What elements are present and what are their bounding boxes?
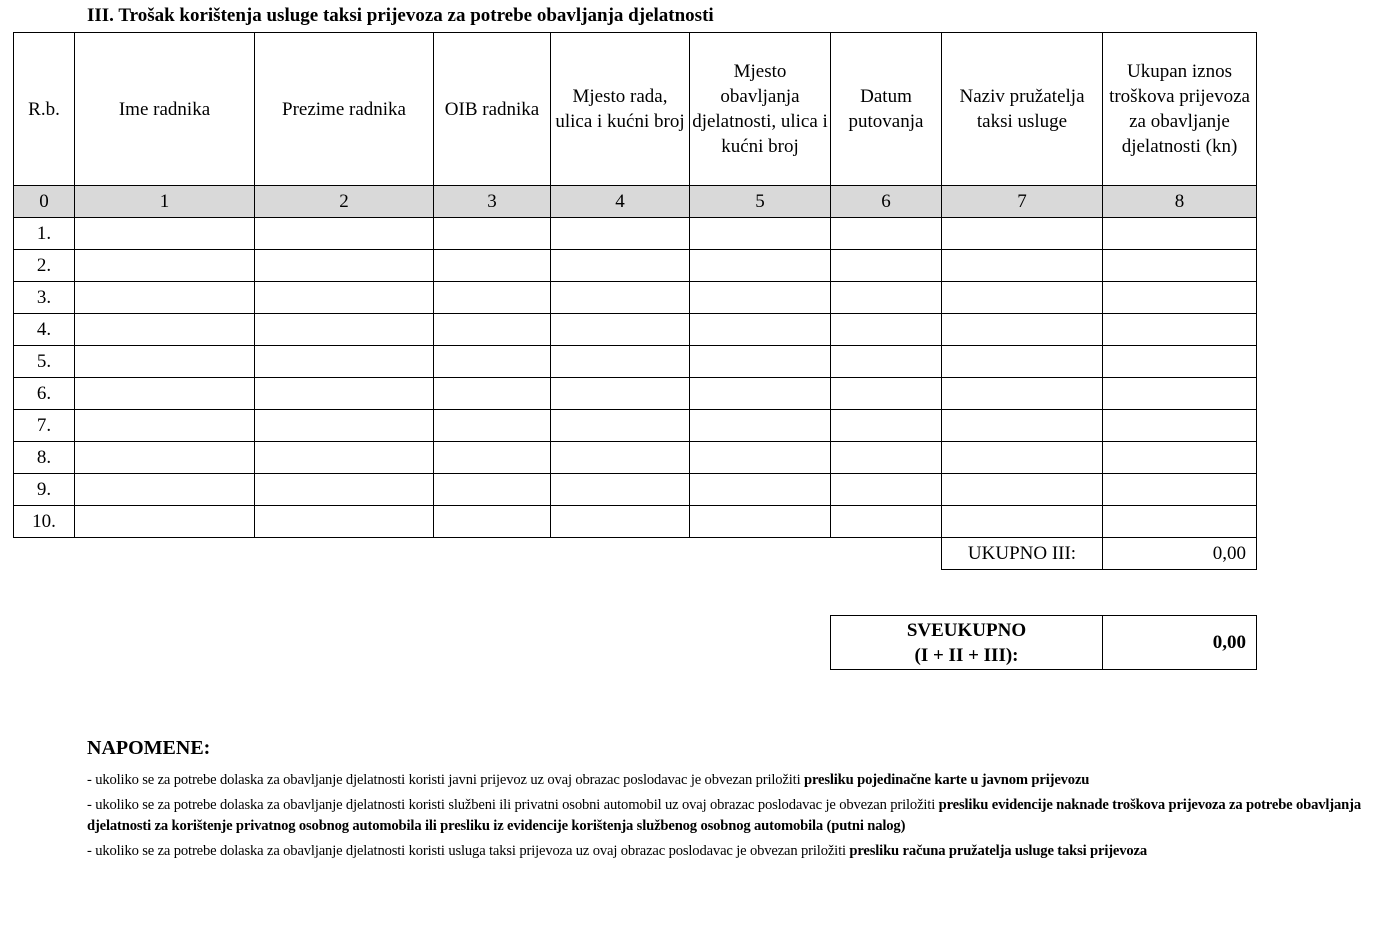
table-cell-input[interactable] <box>551 474 690 506</box>
table-cell-input[interactable] <box>434 218 551 250</box>
column-header: Ukupan iznos troškova prijevoza za obavljanje djelatnosti (kn) <box>1103 33 1257 186</box>
table-cell-input[interactable] <box>831 218 942 250</box>
table-cell-input[interactable] <box>831 474 942 506</box>
table-row <box>14 378 1257 410</box>
column-number: 6 <box>831 186 942 218</box>
table-cell-input[interactable] <box>690 506 831 538</box>
column-header: Mjesto rada, ulica i kućni broj <box>551 33 690 186</box>
table-cell-input[interactable] <box>1103 378 1257 410</box>
table-cell-input[interactable] <box>942 410 1103 442</box>
grand-total-label <box>831 616 1103 670</box>
table-row <box>14 474 1257 506</box>
table-cell-input[interactable] <box>434 346 551 378</box>
table-cell-input[interactable] <box>75 474 255 506</box>
taxi-cost-table <box>13 32 1257 570</box>
table-cell-input[interactable] <box>75 218 255 250</box>
column-header: Datum putovanja <box>831 33 942 186</box>
note-text: - ukoliko se za potrebe dolaska za obavljanje djelatnosti koristi javni prijevoz uz ovaj obrazac poslodavac je obvezan priložiti <box>87 772 804 788</box>
column-number-row <box>14 186 1257 218</box>
table-cell-input[interactable] <box>434 442 551 474</box>
note-required-attachment: presliku pojedinačne karte u javnom prijevozu <box>803 772 1090 788</box>
notes-section <box>87 737 1372 866</box>
table-cell-input[interactable] <box>831 250 942 282</box>
table-cell-input[interactable] <box>831 314 942 346</box>
row-number: 7. <box>14 410 75 442</box>
table-cell-input[interactable] <box>1103 474 1257 506</box>
table-cell-input[interactable] <box>255 282 434 314</box>
table-cell-input[interactable] <box>690 410 831 442</box>
table-cell-input[interactable] <box>434 506 551 538</box>
table-cell-input[interactable] <box>1103 410 1257 442</box>
column-header: Prezime radnika <box>255 33 434 186</box>
table-cell-input[interactable] <box>831 442 942 474</box>
table-cell-input[interactable] <box>831 410 942 442</box>
column-number: 7 <box>942 186 1103 218</box>
note-required-attachment: presliku računa pružatelja usluge taksi prijevoza <box>849 843 1148 859</box>
table-cell-input[interactable] <box>255 442 434 474</box>
table-cell-input[interactable] <box>942 506 1103 538</box>
column-number: 4 <box>551 186 690 218</box>
table-cell-input[interactable] <box>434 378 551 410</box>
table-cell-input[interactable] <box>1103 314 1257 346</box>
table-row <box>14 442 1257 474</box>
table-cell-input[interactable] <box>75 378 255 410</box>
table-cell-input[interactable] <box>690 474 831 506</box>
blank-cell <box>14 538 942 570</box>
column-header: Naziv pružatelja taksi usluge <box>942 33 1103 186</box>
table-cell-input[interactable] <box>75 346 255 378</box>
table-cell-input[interactable] <box>75 282 255 314</box>
table-cell-input[interactable] <box>255 410 434 442</box>
total-row <box>14 538 1257 570</box>
table-cell-input[interactable] <box>255 378 434 410</box>
column-number: 8 <box>1103 186 1257 218</box>
table-cell-input[interactable] <box>942 218 1103 250</box>
table-cell-input[interactable] <box>255 250 434 282</box>
note-text: - ukoliko se za potrebe dolaska za obavljanje djelatnosti koristi službeni ili privatni osobni automobil uz ovaj obrazac poslodavac je obvezan priložiti <box>87 797 939 813</box>
row-number: 6. <box>14 378 75 410</box>
table-row <box>14 314 1257 346</box>
table-cell-input[interactable] <box>942 282 1103 314</box>
note-text: - ukoliko se za potrebe dolaska za obavljanje djelatnosti koristi usluga taksi prijevoza uz ovaj obrazac poslodavac je obvezan priložiti <box>87 843 850 859</box>
section-title: III. Trošak korištenja usluge taksi prijevoza za potrebe obavljanja djelatnosti <box>87 5 714 26</box>
table-row <box>14 506 1257 538</box>
table-cell-input[interactable] <box>942 442 1103 474</box>
column-number: 2 <box>255 186 434 218</box>
column-header: OIB radnika <box>434 33 551 186</box>
table-cell-input[interactable] <box>942 250 1103 282</box>
table-cell-input[interactable] <box>434 474 551 506</box>
table-cell-input[interactable] <box>690 250 831 282</box>
table-cell-input[interactable] <box>1103 506 1257 538</box>
table-cell-input[interactable] <box>434 250 551 282</box>
row-number: 1. <box>14 218 75 250</box>
table-cell-input[interactable] <box>690 346 831 378</box>
table-cell-input[interactable] <box>551 250 690 282</box>
table-cell-input[interactable] <box>434 410 551 442</box>
table-cell-input[interactable] <box>255 218 434 250</box>
row-number: 4. <box>14 314 75 346</box>
table-cell-input[interactable] <box>551 410 690 442</box>
table-cell-input[interactable] <box>942 346 1103 378</box>
column-header: Mjesto obavljanja djelatnosti, ulica i kućni broj <box>690 33 831 186</box>
table-row <box>14 282 1257 314</box>
table-cell-input[interactable] <box>551 378 690 410</box>
table-cell-input[interactable] <box>75 314 255 346</box>
note-required-attachment: presliku evidencije naknade troškova prijevoza za potrebe obavljanja djelatnosti za korištenje privatnog osobnog automobila ili presliku iz evidencije korištenja službenog osobnog automobila (putni nalog) <box>87 797 1361 834</box>
table-cell-input[interactable] <box>831 346 942 378</box>
table-cell-input[interactable] <box>255 314 434 346</box>
table-cell-input[interactable] <box>1103 250 1257 282</box>
column-number: 3 <box>434 186 551 218</box>
total-label: UKUPNO III: <box>942 538 1103 570</box>
table-cell-input[interactable] <box>551 218 690 250</box>
column-header: R.b. <box>14 33 75 186</box>
table-cell-input[interactable] <box>1103 346 1257 378</box>
table-cell-input[interactable] <box>690 378 831 410</box>
grand-total-label-line1: SVEUKUPNO <box>906 619 1027 641</box>
table-cell-input[interactable] <box>942 474 1103 506</box>
column-number: 0 <box>14 186 75 218</box>
table-cell-input[interactable] <box>690 282 831 314</box>
note-item <box>87 770 1372 791</box>
row-number: 9. <box>14 474 75 506</box>
table-row <box>14 250 1257 282</box>
table-cell-input[interactable] <box>434 282 551 314</box>
table-cell-input[interactable] <box>551 442 690 474</box>
table-cell-input[interactable] <box>831 506 942 538</box>
table-cell-input[interactable] <box>942 378 1103 410</box>
table-cell-input[interactable] <box>551 506 690 538</box>
table-cell-input[interactable] <box>1103 282 1257 314</box>
table-cell-input[interactable] <box>255 474 434 506</box>
column-header: Ime radnika <box>75 33 255 186</box>
row-number: 5. <box>14 346 75 378</box>
column-number: 1 <box>75 186 255 218</box>
row-number: 2. <box>14 250 75 282</box>
table-cell-input[interactable] <box>75 442 255 474</box>
table-row <box>14 218 1257 250</box>
table-cell-input[interactable] <box>690 314 831 346</box>
note-item <box>87 841 1372 862</box>
table-cell-input[interactable] <box>942 314 1103 346</box>
notes-heading: NAPOMENE: <box>87 737 211 759</box>
note-item <box>87 795 1372 837</box>
column-number: 5 <box>690 186 831 218</box>
total-value[interactable]: 0,00 <box>1103 538 1257 570</box>
table-cell-input[interactable] <box>1103 442 1257 474</box>
table-cell-input[interactable] <box>690 442 831 474</box>
grand-total-table <box>830 615 1257 670</box>
table-cell-input[interactable] <box>831 282 942 314</box>
row-number: 3. <box>14 282 75 314</box>
table-cell-input[interactable] <box>75 250 255 282</box>
table-cell-input[interactable] <box>434 314 551 346</box>
table-row <box>14 410 1257 442</box>
row-number: 10. <box>14 506 75 538</box>
table-cell-input[interactable] <box>1103 218 1257 250</box>
table-cell-input[interactable] <box>255 506 434 538</box>
table-cell-input[interactable] <box>551 314 690 346</box>
table-cell-input[interactable] <box>255 346 434 378</box>
table-cell-input[interactable] <box>551 282 690 314</box>
table-cell-input[interactable] <box>690 218 831 250</box>
grand-total-value[interactable]: 0,00 <box>1103 616 1257 670</box>
grand-total-label-line2: (I + II + III): <box>914 644 1019 666</box>
table-row <box>14 346 1257 378</box>
table-cell-input[interactable] <box>75 410 255 442</box>
table-cell-input[interactable] <box>831 378 942 410</box>
table-cell-input[interactable] <box>75 506 255 538</box>
row-number: 8. <box>14 442 75 474</box>
table-cell-input[interactable] <box>551 346 690 378</box>
